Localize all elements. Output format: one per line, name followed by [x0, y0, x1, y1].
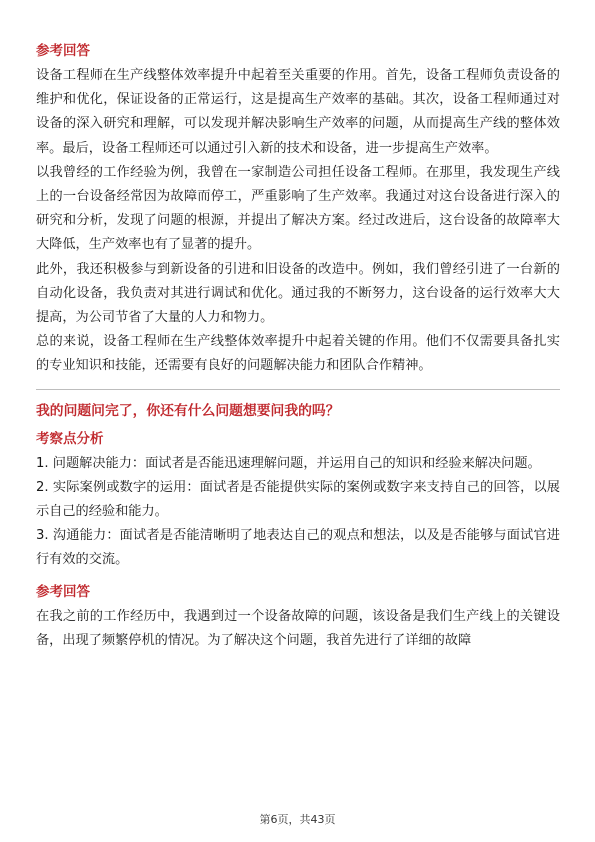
analysis-heading: 考察点分析 [36, 430, 104, 447]
question-title: 我的问题问完了，你还有什么问题想要问我的吗？ [36, 402, 340, 419]
analysis-item: 1. 问题解决能力：面试者是否能迅速理解问题，并运用自己的知识和经验来解决问题。 [36, 455, 541, 471]
answer-paragraph: 总的来说，设备工程师在生产线整体效率提升中起着关键的作用。他们不仅需要具备扎实的专业知识和技能，还需要有良好的问题解决能力和团队合作精神。 [36, 334, 560, 374]
analysis-item: 2. 实际案例或数字的运用：面试者是否能提供实际的案例或数字来支持自己的回答，以展示自己的经验和能力。 [36, 479, 560, 520]
answer-paragraph: 在我之前的工作经历中，我遇到过一个设备故障的问题，该设备是我们生产线上的关键设备，出现了频繁停机的情况。为了解决这个问题，我首先进行了详细的故障 [36, 608, 560, 648]
reference-answer-heading: 参考回答 [36, 43, 90, 59]
analysis-item: 3. 沟通能力：面试者是否能清晰明了地表达自己的观点和想法，以及是否能够与面试官进行有效的交流。 [36, 528, 560, 568]
page-number-footer: 第6页，共43页 [259, 813, 336, 826]
section-divider [36, 389, 560, 390]
reference-answer-heading: 参考回答 [36, 583, 90, 600]
answer-paragraph: 此外，我还积极参与到新设备的引进和旧设备的改造中。例如，我们曾经引进了一台新的自动化设备，我负责对其进行调试和优化。通过我的不断努力，这台设备的运行效率大大提高，为公司节省了大量的人力和物力。 [36, 261, 560, 326]
answer-paragraph: 设备工程师在生产线整体效率提升中起着至关重要的作用。首先，设备工程师负责设备的维护和优化，保证设备的正常运行，这是提高生产效率的基础。其次，设备工程师通过对设备的深入研究和理解，可以发现并解决影响生产效率的问题，从而提高生产线的整体效率。最后，设备工程师还可以通过引入新的技术和设备，进一步提高生产效率。 [36, 68, 560, 156]
document-page [36, 40, 560, 653]
answer-paragraph: 以我曾经的工作经验为例，我曾在一家制造公司担任设备工程师。在那里，我发现生产线上的一台设备经常因为故障而停工，严重影响了生产效率。我通过对这台设备进行深入的研究和分析，发现了问题的根源，并提出了解决方案。经过改进后，这台设备的故障率大大降低，生产效率也有了显著的提升。 [36, 164, 560, 253]
